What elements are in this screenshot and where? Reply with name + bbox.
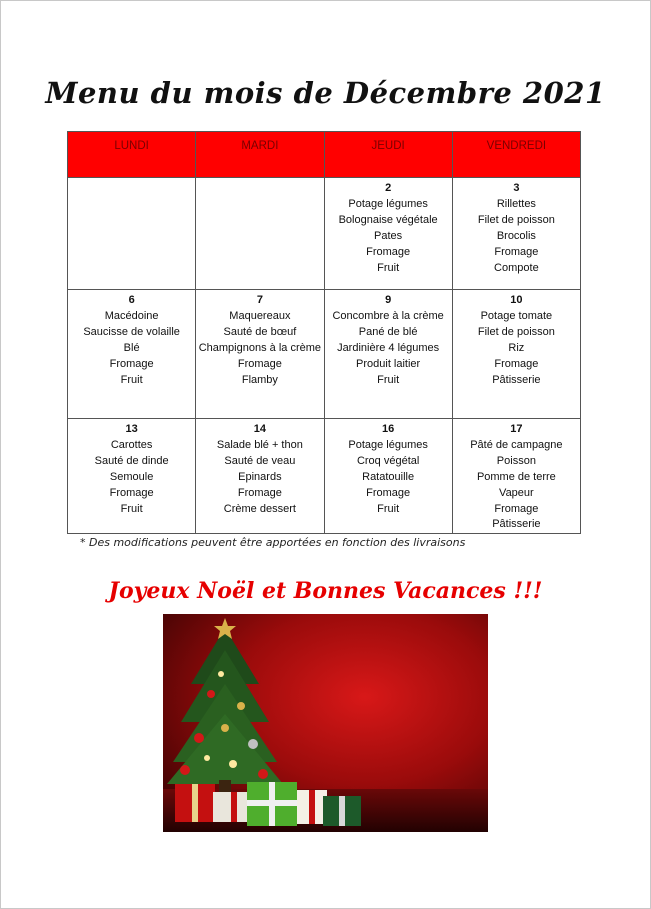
week-row xyxy=(68,290,581,419)
menu-item: Potage légumes xyxy=(348,438,428,451)
menu-cell-mardi xyxy=(196,419,324,534)
day-number: 13 xyxy=(125,423,138,435)
menu-item: Concombre à la crème xyxy=(332,309,444,322)
menu-item: Sauté de veau xyxy=(224,454,296,467)
menu-body xyxy=(68,178,581,534)
menu-item: Fromage xyxy=(366,486,411,499)
menu-item: Fromage xyxy=(494,245,539,258)
menu-item: Fromage xyxy=(109,357,154,370)
christmas-tree-image xyxy=(163,614,488,832)
menu-item: Pâtisserie xyxy=(492,518,541,531)
menu-item: Pané de blé xyxy=(358,325,418,338)
menu-item: Fruit xyxy=(120,373,143,386)
menu-item: Fromage xyxy=(494,357,539,370)
menu-item: Sauté de dinde xyxy=(94,454,169,467)
menu-item: Poisson xyxy=(496,454,536,467)
menu-item: Macédoine xyxy=(104,309,159,322)
holiday-greeting: Joyeux Noël et Bonnes Vacances !!! xyxy=(108,578,543,604)
page-title: Menu du mois de Décembre 2021 xyxy=(45,76,606,110)
menu-item: Fromage xyxy=(494,502,539,515)
day-number: 7 xyxy=(256,294,263,306)
menu-item: Champignons à la crème xyxy=(198,341,322,354)
menu-item: Filet de poisson xyxy=(477,325,555,338)
menu-item: Potage légumes xyxy=(348,197,428,210)
menu-item: Sauté de bœuf xyxy=(223,325,297,338)
menu-table xyxy=(67,131,581,534)
header-vendredi: VENDREDI xyxy=(452,132,580,178)
menu-item: Fruit xyxy=(377,373,400,386)
day-number: 6 xyxy=(128,294,135,306)
day-number: 16 xyxy=(382,423,395,435)
day-number: 3 xyxy=(513,182,520,194)
menu-item: Rillettes xyxy=(496,197,536,210)
menu-item: Epinards xyxy=(238,470,282,483)
menu-item: Fruit xyxy=(120,502,143,515)
menu-item: Potage tomate xyxy=(480,309,553,322)
menu-cell-jeudi xyxy=(324,290,452,419)
day-number: 14 xyxy=(253,423,266,435)
menu-item: Compote xyxy=(494,261,539,274)
menu-item: Bolognaise végétale xyxy=(338,213,438,226)
menu-item: Fruit xyxy=(377,261,400,274)
header-mardi: MARDI xyxy=(196,132,324,178)
menu-cell-lundi xyxy=(68,178,196,290)
day-number: 2 xyxy=(385,182,392,194)
menu-item: Riz xyxy=(508,341,525,354)
menu-cell-jeudi xyxy=(324,178,452,290)
menu-item: Flamby xyxy=(241,373,278,386)
header-row xyxy=(68,132,581,178)
day-number: 10 xyxy=(510,294,523,306)
menu-cell-mardi xyxy=(196,178,324,290)
menu-item: Fromage xyxy=(109,486,154,499)
menu-item: Fromage xyxy=(366,245,411,258)
menu-item: Produit laitier xyxy=(356,357,421,370)
header-jeudi: JEUDI xyxy=(324,132,452,178)
menu-item: Saucisse de volaille xyxy=(83,325,180,338)
menu-cell-jeudi xyxy=(324,419,452,534)
week-row xyxy=(68,419,581,534)
menu-cell-vendredi xyxy=(452,290,580,419)
menu-cell-lundi xyxy=(68,290,196,419)
menu-item: Crème dessert xyxy=(223,502,296,515)
menu-item: Maquereaux xyxy=(229,309,291,322)
menu-item: Fromage xyxy=(237,357,282,370)
menu-item: Filet de poisson xyxy=(477,213,555,226)
header-lundi: LUNDI xyxy=(68,132,196,178)
menu-item: Brocolis xyxy=(496,229,536,242)
menu-item: Carottes xyxy=(110,438,153,451)
menu-cell-vendredi xyxy=(452,178,580,290)
day-number: 9 xyxy=(385,294,392,306)
day-number: 17 xyxy=(510,423,523,435)
menu-item: Pâté de campagne xyxy=(470,438,563,451)
menu-item: Fromage xyxy=(237,486,282,499)
menu-item: Fruit xyxy=(377,502,400,515)
menu-item: Semoule xyxy=(109,470,154,483)
menu-item: Pates xyxy=(374,229,403,242)
menu-item: Jardinière 4 légumes xyxy=(337,341,440,354)
menu-cell-vendredi xyxy=(452,419,580,534)
delivery-note: * Des modifications peuvent être apportées en fonction des livraisons xyxy=(80,536,466,549)
menu-item: Croq végétal xyxy=(356,454,420,467)
menu-cell-mardi xyxy=(196,290,324,419)
menu-item: Vapeur xyxy=(499,486,534,499)
menu-item: Salade blé + thon xyxy=(216,438,303,451)
menu-item: Pomme de terre xyxy=(476,470,556,483)
menu-cell-lundi xyxy=(68,419,196,534)
week-row xyxy=(68,178,581,290)
menu-item: Pâtisserie xyxy=(492,373,541,386)
menu-item: Blé xyxy=(123,341,140,354)
menu-item: Ratatouille xyxy=(362,470,415,483)
